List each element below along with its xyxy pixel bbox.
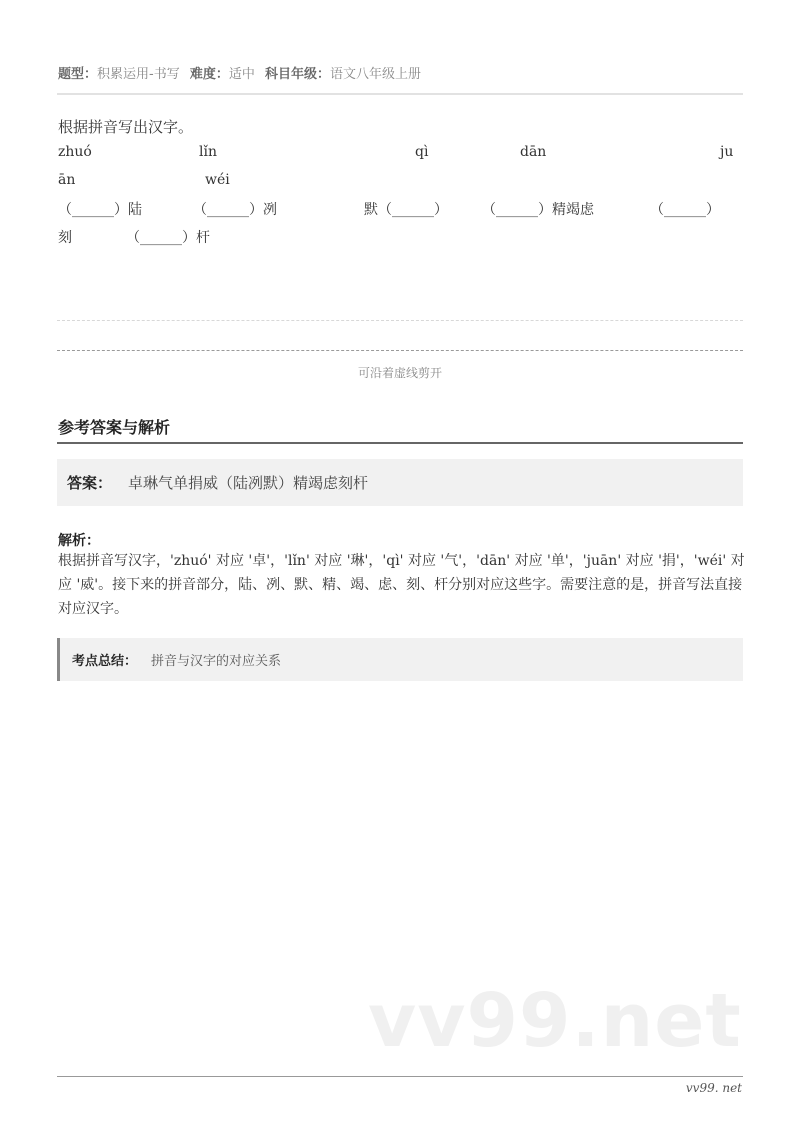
question-fragment: （______）精竭虑 [482, 202, 594, 218]
difficulty-value: 适中 [228, 67, 255, 82]
answer-area-line [57, 320, 743, 321]
question-fragment: wéi [205, 172, 230, 188]
answer-value: 卓琳气单捐威（陆冽默）精竭虑刻杆 [128, 474, 369, 492]
question-fragment: （______） [650, 202, 720, 218]
analysis-text: 根据拼音写汉字，'zhuó' 对应 '卓'，'lǐn' 对应 '琳'，'qì' 对应 '气'，'dān' 对应 '单'，'juān' 对应 '捐'，'wéi' 对应 '威'。接下来的拼音部分，陆、冽、默、精、竭、虑、刻、杆分别对应这些字。需要注意的是，拼音写法直接对应汉字。 [58, 553, 745, 617]
question-fragment: lǐn [199, 144, 217, 160]
question-fragment: 刻 [58, 230, 72, 246]
question-fragment: ju [720, 144, 734, 160]
subject-label: 科目年级： [265, 67, 331, 82]
type-value: 积累运用-书写 [97, 67, 180, 82]
question-fragment: 默（______） [364, 202, 448, 218]
answer-section-title: 参考答案与解析 [58, 418, 171, 437]
question-fragment: qì [415, 144, 429, 160]
summary-value: 拼音与汉字的对应关系 [151, 654, 282, 669]
analysis-label: 解析： [58, 533, 100, 549]
question-fragment: （______）杆 [126, 230, 210, 246]
type-label: 题型： [58, 67, 98, 82]
summary-box [57, 638, 743, 681]
section-divider [57, 442, 743, 444]
question-fragment: zhuó [58, 144, 92, 160]
question-prompt: 根据拼音写出汉字。 [58, 118, 194, 136]
summary-label: 考点总结： [72, 654, 138, 669]
meta-divider [57, 93, 743, 95]
question-fragment: （______）陆 [58, 202, 142, 218]
question-fragment: ān [58, 172, 76, 188]
question-meta-bar [58, 63, 427, 82]
cut-hint: 可沿着虚线剪开 [357, 366, 442, 380]
cut-line [57, 350, 743, 351]
question-fragment: （______）冽 [193, 202, 277, 218]
answer-label: 答案： [67, 474, 113, 492]
subject-value: 语文八年级上册 [330, 67, 422, 82]
footer-divider [57, 1076, 743, 1077]
watermark: vv99.net [368, 978, 742, 1064]
question-fragment: dān [520, 144, 547, 160]
answer-box [57, 459, 743, 506]
footer-site-text: vv99. net [685, 1081, 742, 1095]
difficulty-label: 难度： [189, 67, 229, 82]
